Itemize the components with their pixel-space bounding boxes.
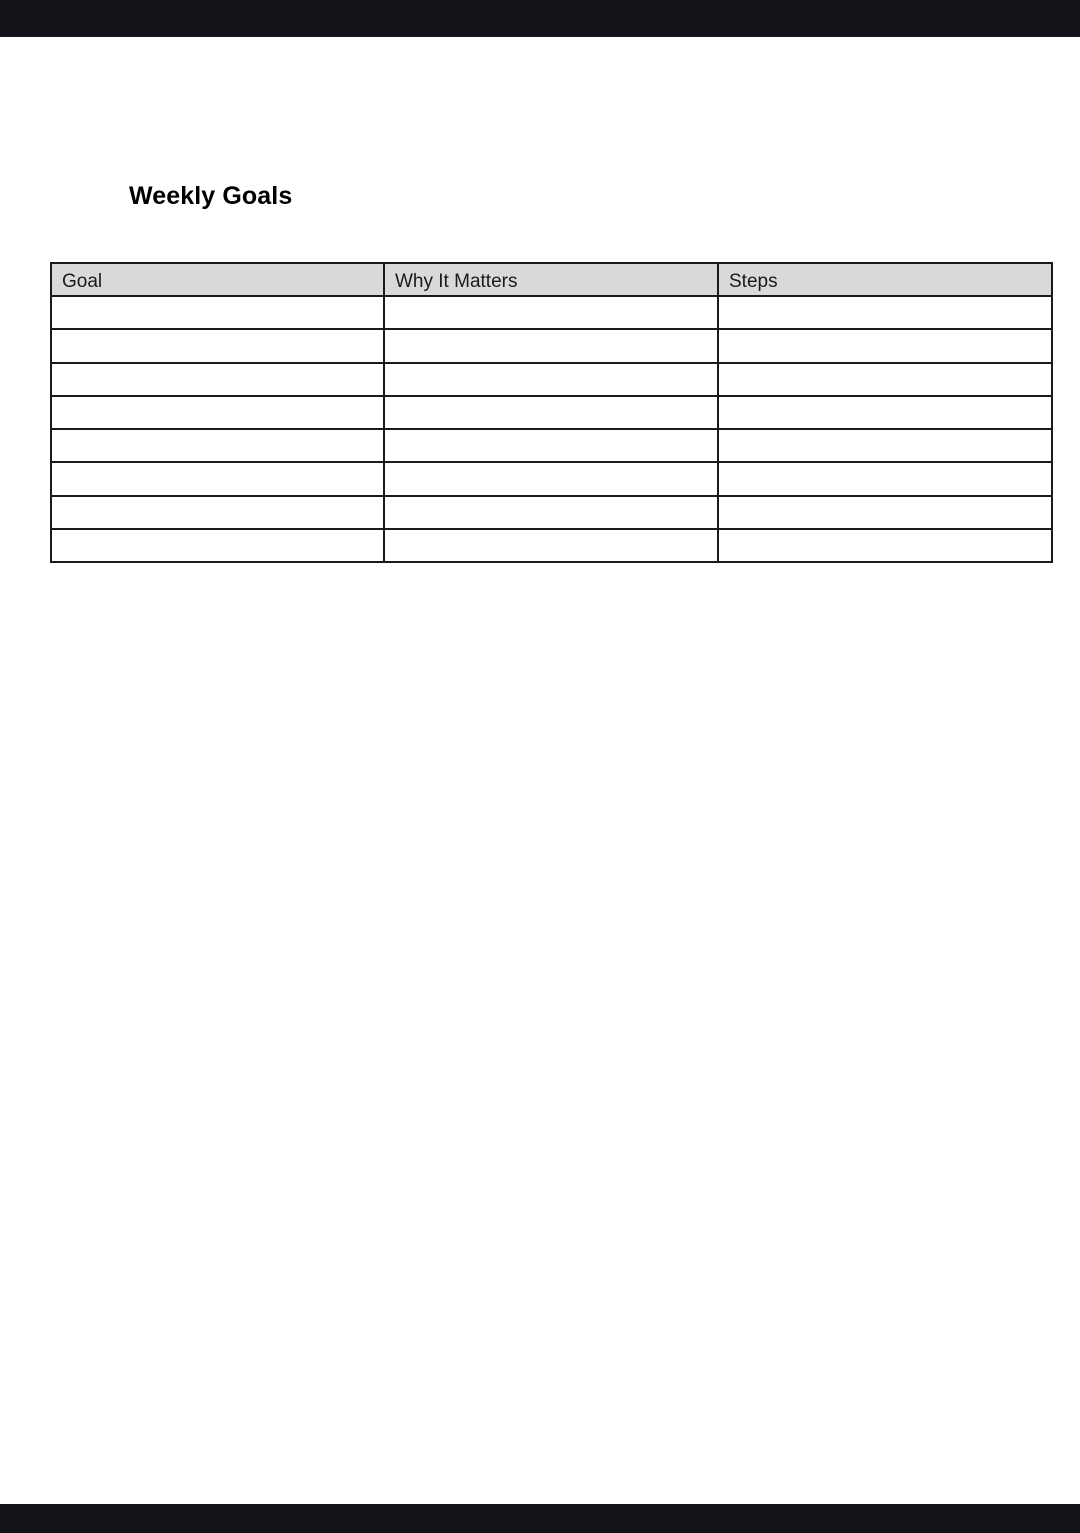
column-header-goal: Goal	[51, 263, 384, 296]
column-header-steps: Steps	[718, 263, 1052, 296]
page-title: Weekly Goals	[129, 182, 293, 210]
table-cell-why-it-matters[interactable]	[384, 396, 718, 429]
table-cell-steps[interactable]	[718, 429, 1052, 462]
table-cell-steps[interactable]	[718, 496, 1052, 529]
table-row	[51, 396, 1052, 429]
table-row	[51, 329, 1052, 362]
document-page	[0, 37, 1080, 1504]
table-row	[51, 496, 1052, 529]
table-cell-goal[interactable]	[51, 462, 384, 495]
table-cell-why-it-matters[interactable]	[384, 529, 718, 562]
table-cell-why-it-matters[interactable]	[384, 496, 718, 529]
table-cell-steps[interactable]	[718, 529, 1052, 562]
table-cell-goal[interactable]	[51, 329, 384, 362]
table-cell-steps[interactable]	[718, 462, 1052, 495]
table-cell-steps[interactable]	[718, 396, 1052, 429]
table-cell-why-it-matters[interactable]	[384, 296, 718, 329]
table-cell-steps[interactable]	[718, 329, 1052, 362]
top-frame-bar	[0, 0, 1080, 37]
table-row	[51, 529, 1052, 562]
table-row	[51, 462, 1052, 495]
table-row	[51, 363, 1052, 396]
bottom-frame-bar	[0, 1504, 1080, 1533]
column-header-why-it-matters: Why It Matters	[384, 263, 718, 296]
table-cell-goal[interactable]	[51, 296, 384, 329]
table-cell-why-it-matters[interactable]	[384, 429, 718, 462]
table-cell-goal[interactable]	[51, 396, 384, 429]
weekly-goals-table	[50, 262, 1053, 563]
table-cell-goal[interactable]	[51, 429, 384, 462]
table-cell-goal[interactable]	[51, 363, 384, 396]
table-header-row	[51, 263, 1052, 296]
table-cell-why-it-matters[interactable]	[384, 363, 718, 396]
table-cell-goal[interactable]	[51, 496, 384, 529]
table-row	[51, 429, 1052, 462]
table-row	[51, 296, 1052, 329]
table-cell-why-it-matters[interactable]	[384, 462, 718, 495]
table-cell-why-it-matters[interactable]	[384, 329, 718, 362]
table-cell-steps[interactable]	[718, 296, 1052, 329]
table-cell-steps[interactable]	[718, 363, 1052, 396]
table-cell-goal[interactable]	[51, 529, 384, 562]
